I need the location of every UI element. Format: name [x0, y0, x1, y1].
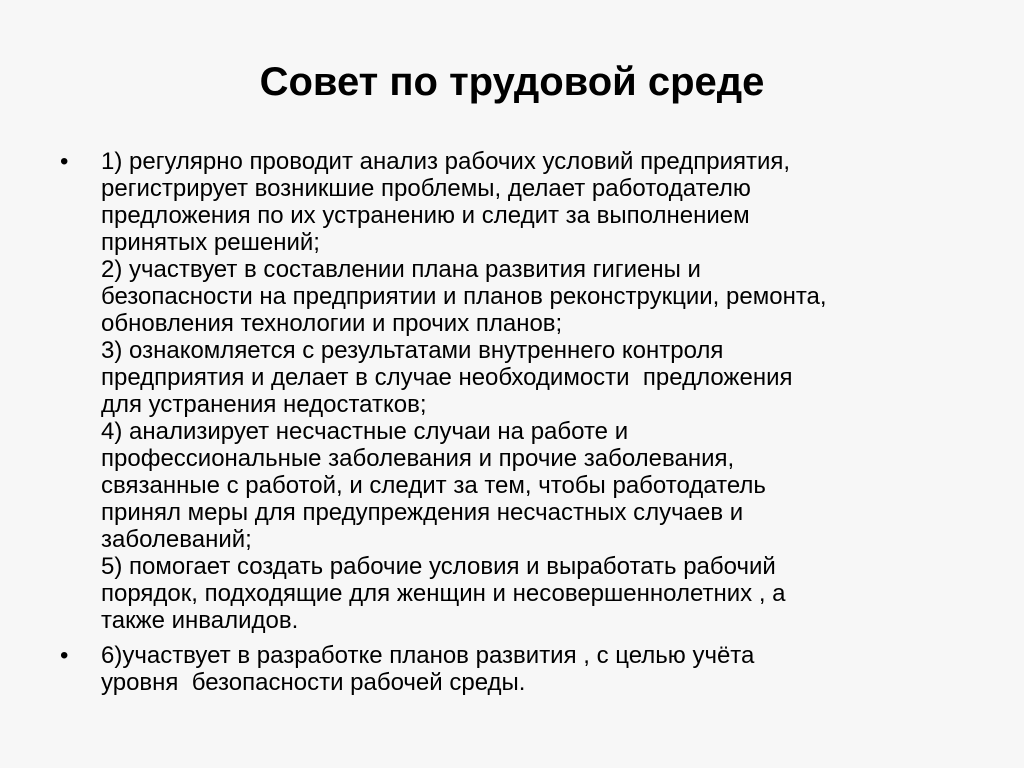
text-line: безопасности на предприятии и планов реконструкции, ремонта, [101, 283, 827, 310]
bullet-item-2 [60, 642, 980, 696]
bullet-marker: • [60, 642, 69, 669]
text-line: регистрирует возникшие проблемы, делает работодателю [101, 175, 751, 202]
text-line: предложения по их устранению и следит за выполнением [101, 202, 750, 229]
text-line: связанные с работой, и следит за тем, чтобы работодатель [101, 472, 766, 499]
text-line: обновления технологии и прочих планов; [101, 310, 563, 337]
text-line: для устранения недостатков; [101, 391, 427, 418]
text-line: профессиональные заболевания и прочие заболевания, [101, 445, 735, 472]
text-line: 3) ознакомляется с результатами внутреннего контроля [101, 337, 724, 364]
text-line: принял меры для предупреждения несчастных случаев и [101, 499, 744, 526]
text-line: 4) анализирует несчастные случаи на работе и [101, 418, 629, 445]
text-line: 2) участвует в составлении плана развития гигиены и [101, 256, 701, 283]
text-line: предприятия и делает в случае необходимости предложения [101, 364, 793, 391]
text-line: 5) помогает создать рабочие условия и выработать рабочий [101, 553, 776, 580]
bullet-item-1 [60, 148, 980, 634]
text-line: уровня безопасности рабочей среды. [101, 669, 526, 696]
text-line: также инвалидов. [101, 607, 299, 634]
text-line: 6)участвует в разработке планов развития , с целью учёта [101, 642, 755, 669]
slide-title: Совет по трудовой среде [259, 60, 765, 104]
text-line: 1) регулярно проводит анализ рабочих условий предприятия, [101, 148, 791, 175]
bullet-list [60, 148, 980, 704]
text-line: заболеваний; [101, 526, 252, 553]
text-line: порядок, подходящие для женщин и несовершеннолетних , а [101, 580, 786, 607]
bullet-marker: • [60, 148, 69, 175]
text-line: принятых решений; [101, 229, 320, 256]
